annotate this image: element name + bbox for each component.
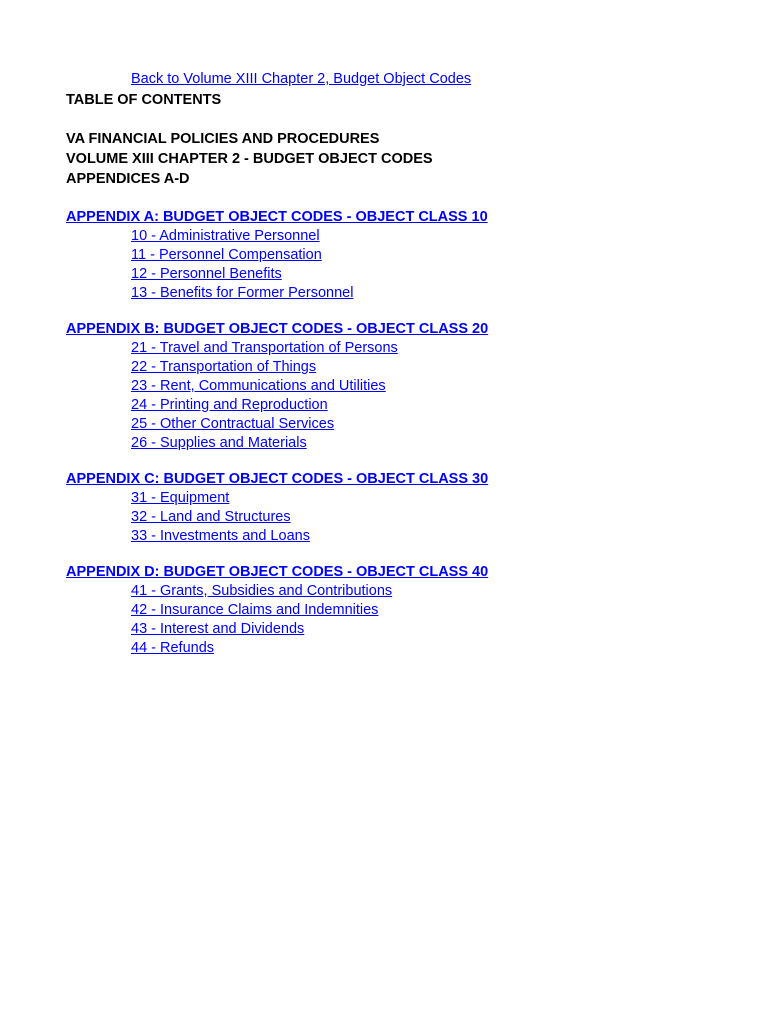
appendix-b-section [66,320,746,453]
toc-link-41[interactable]: 41 - Grants, Subsidies and Contributions [131,583,393,599]
list-item [131,415,746,434]
appendix-d-section [66,563,746,658]
toc-link-31[interactable]: 31 - Equipment [131,490,230,506]
toc-link-26[interactable]: 26 - Supplies and Materials [131,435,307,451]
toc-link-11[interactable]: 11 - Personnel Compensation [131,247,322,263]
appendix-d-list [66,582,746,658]
appendix-a-list [66,227,746,303]
document-body [66,90,746,675]
appendix-c-list [66,489,746,546]
appendix-d-link[interactable]: APPENDIX D: BUDGET OBJECT CODES - OBJECT CLASS 40 [66,564,489,580]
list-item [131,396,746,415]
toc-link-21[interactable]: 21 - Travel and Transportation of Persons [131,340,398,356]
toc-link-32[interactable]: 32 - Land and Structures [131,509,291,525]
list-item [131,434,746,453]
appendix-c-section [66,470,746,546]
toc-link-43[interactable]: 43 - Interest and Dividends [131,621,305,637]
list-item [131,265,746,284]
list-item [131,246,746,265]
spacer [66,189,746,208]
list-item [131,527,746,546]
list-item [131,620,746,639]
list-item [131,227,746,246]
toc-link-24[interactable]: 24 - Printing and Reproduction [131,397,328,413]
toc-link-13[interactable]: 13 - Benefits for Former Personnel [131,285,354,301]
spacer [66,110,746,129]
list-item [131,377,746,396]
appendix-b-link[interactable]: APPENDIX B: BUDGET OBJECT CODES - OBJECT CLASS 20 [66,321,489,337]
list-item [131,582,746,601]
list-item [131,339,746,358]
toc-link-25[interactable]: 25 - Other Contractual Services [131,416,335,432]
appendix-a-section [66,208,746,303]
toc-link-23[interactable]: 23 - Rent, Communications and Utilities [131,378,386,394]
header-line-policies: VA FINANCIAL POLICIES AND PROCEDURES [66,131,380,147]
list-item [131,358,746,377]
toc-link-10[interactable]: 10 - Administrative Personnel [131,228,320,244]
list-item [131,508,746,527]
toc-link-44[interactable]: 44 - Refunds [131,640,215,656]
appendix-c-link[interactable]: APPENDIX C: BUDGET OBJECT CODES - OBJECT CLASS 30 [66,471,489,487]
back-to-chapter-link[interactable]: Back to Volume XIII Chapter 2, Budget Object Codes [131,71,472,87]
header-line-appendices: APPENDICES A-D [66,171,190,187]
appendix-b-list [66,339,746,453]
toc-link-42[interactable]: 42 - Insurance Claims and Indemnities [131,602,379,618]
appendix-a-link[interactable]: APPENDIX A: BUDGET OBJECT CODES - OBJECT CLASS 10 [66,209,488,225]
list-item [131,489,746,508]
toc-link-22[interactable]: 22 - Transportation of Things [131,359,317,375]
toc-link-33[interactable]: 33 - Investments and Loans [131,528,310,544]
toc-title: TABLE OF CONTENTS [66,92,222,108]
list-item [131,639,746,658]
list-item [131,284,746,303]
header-line-volume: VOLUME XIII CHAPTER 2 - BUDGET OBJECT CODES [66,151,433,167]
toc-link-12[interactable]: 12 - Personnel Benefits [131,266,282,282]
list-item [131,601,746,620]
